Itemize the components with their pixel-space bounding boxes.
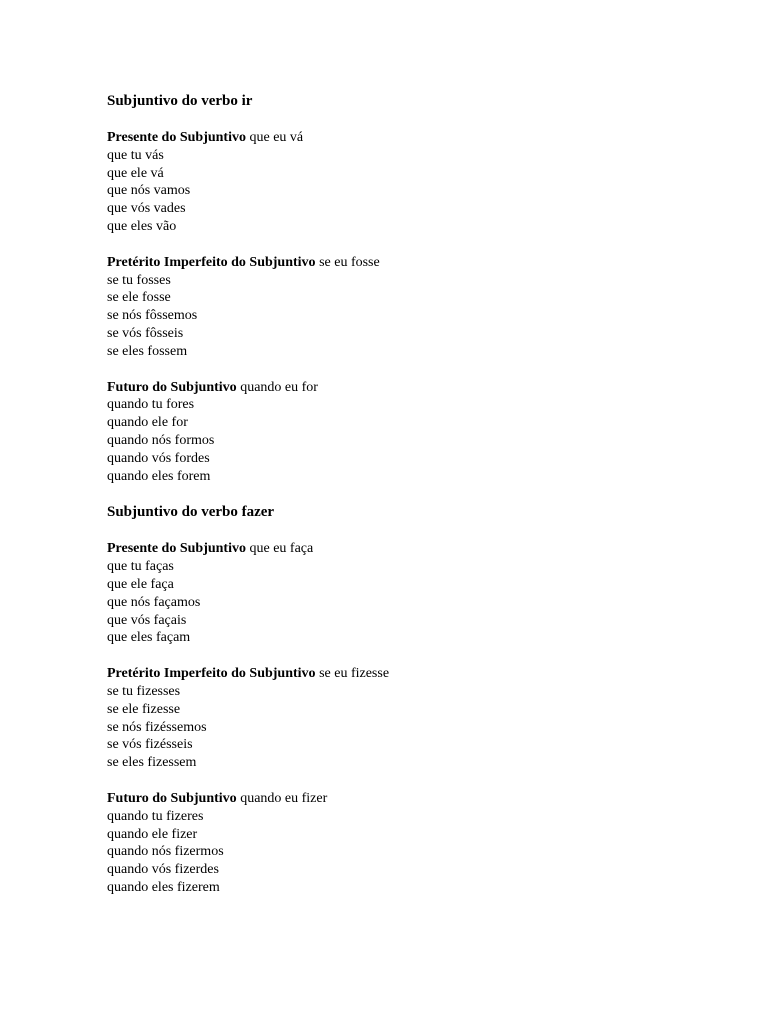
tense-first-line (107, 254, 727, 272)
conjugation-line: que vós vades (107, 201, 186, 217)
conjugation-line: quando vós fizerdes (107, 862, 219, 878)
conjugation-line: se ele fosse (107, 290, 171, 306)
conjugation-first: quando eu for (236, 379, 318, 395)
conjugation-line: que vós façais (107, 612, 187, 628)
conjugation-line: quando nós formos (107, 432, 215, 448)
conjugation-line: quando ele fizer (107, 826, 198, 842)
tense-block-futuro (107, 790, 727, 897)
tense-label: Presente do Subjuntivo (107, 130, 246, 145)
conjugation-line: se tu fosses (107, 272, 171, 288)
tense-block-futuro (107, 379, 727, 486)
conjugation-line: que nós façamos (107, 594, 201, 610)
conjugation-first: que eu vá (245, 130, 304, 145)
tense-block-presente (107, 129, 727, 236)
document-page (107, 92, 727, 915)
conjugation-line: que ele vá (107, 165, 164, 181)
tense-first-line (107, 540, 727, 558)
tense-label: Presente do Subjuntivo (107, 541, 246, 557)
conjugation-line: que nós vamos (107, 183, 191, 199)
conjugation-line: se eles fossem (107, 343, 188, 359)
conjugation-line: quando tu fores (107, 397, 195, 413)
tense-first-line (107, 665, 727, 683)
tense-label: Futuro do Subjuntivo (107, 790, 237, 806)
section-heading: Subjuntivo do verbo fazer (107, 504, 275, 521)
conjugation-line: se nós fizéssemos (107, 719, 207, 735)
tense-first-line (107, 129, 727, 147)
conjugation-line: quando eles forem (107, 468, 211, 484)
conjugation-line: que tu vás (107, 147, 164, 163)
conjugation-line: se vós fizésseis (107, 737, 193, 753)
conjugation-line: se nós fôssemos (107, 308, 198, 324)
tense-block-preterito-imperfeito (107, 254, 727, 361)
conjugation-line: que eles façam (107, 630, 191, 646)
tense-label: Futuro do Subjuntivo (107, 379, 237, 395)
section-heading: Subjuntivo do verbo ir (107, 93, 253, 109)
conjugation-line: se eles fizessem (107, 755, 197, 771)
conjugation-first: se eu fosse (315, 254, 380, 270)
conjugation-line: quando eles fizerem (107, 879, 220, 895)
section-verbo-fazer (107, 503, 727, 896)
conjugation-line: quando ele for (107, 415, 188, 431)
tense-block-presente (107, 540, 727, 647)
conjugation-line: se tu fizesses (107, 683, 181, 699)
conjugation-line: se ele fizesse (107, 701, 181, 717)
conjugation-line: se vós fôsseis (107, 325, 184, 341)
conjugation-line: quando vós fordes (107, 450, 210, 466)
conjugation-line: que eles vão (107, 218, 177, 234)
tense-first-line (107, 379, 727, 397)
conjugation-line: quando tu fizeres (107, 808, 204, 824)
tense-first-line (107, 790, 727, 808)
conjugation-first: se eu fizesse (315, 666, 390, 682)
conjugation-line: que tu faças (107, 559, 174, 575)
conjugation-first: quando eu fizer (236, 790, 328, 806)
tense-label: Pretérito Imperfeito do Subjuntivo (107, 254, 316, 270)
conjugation-line: que ele faça (107, 576, 174, 592)
conjugation-line: quando nós fizermos (107, 844, 224, 860)
tense-block-preterito-imperfeito (107, 665, 727, 772)
conjugation-first: que eu faça (245, 541, 314, 557)
section-verbo-ir (107, 92, 727, 485)
tense-label: Pretérito Imperfeito do Subjuntivo (107, 666, 316, 682)
